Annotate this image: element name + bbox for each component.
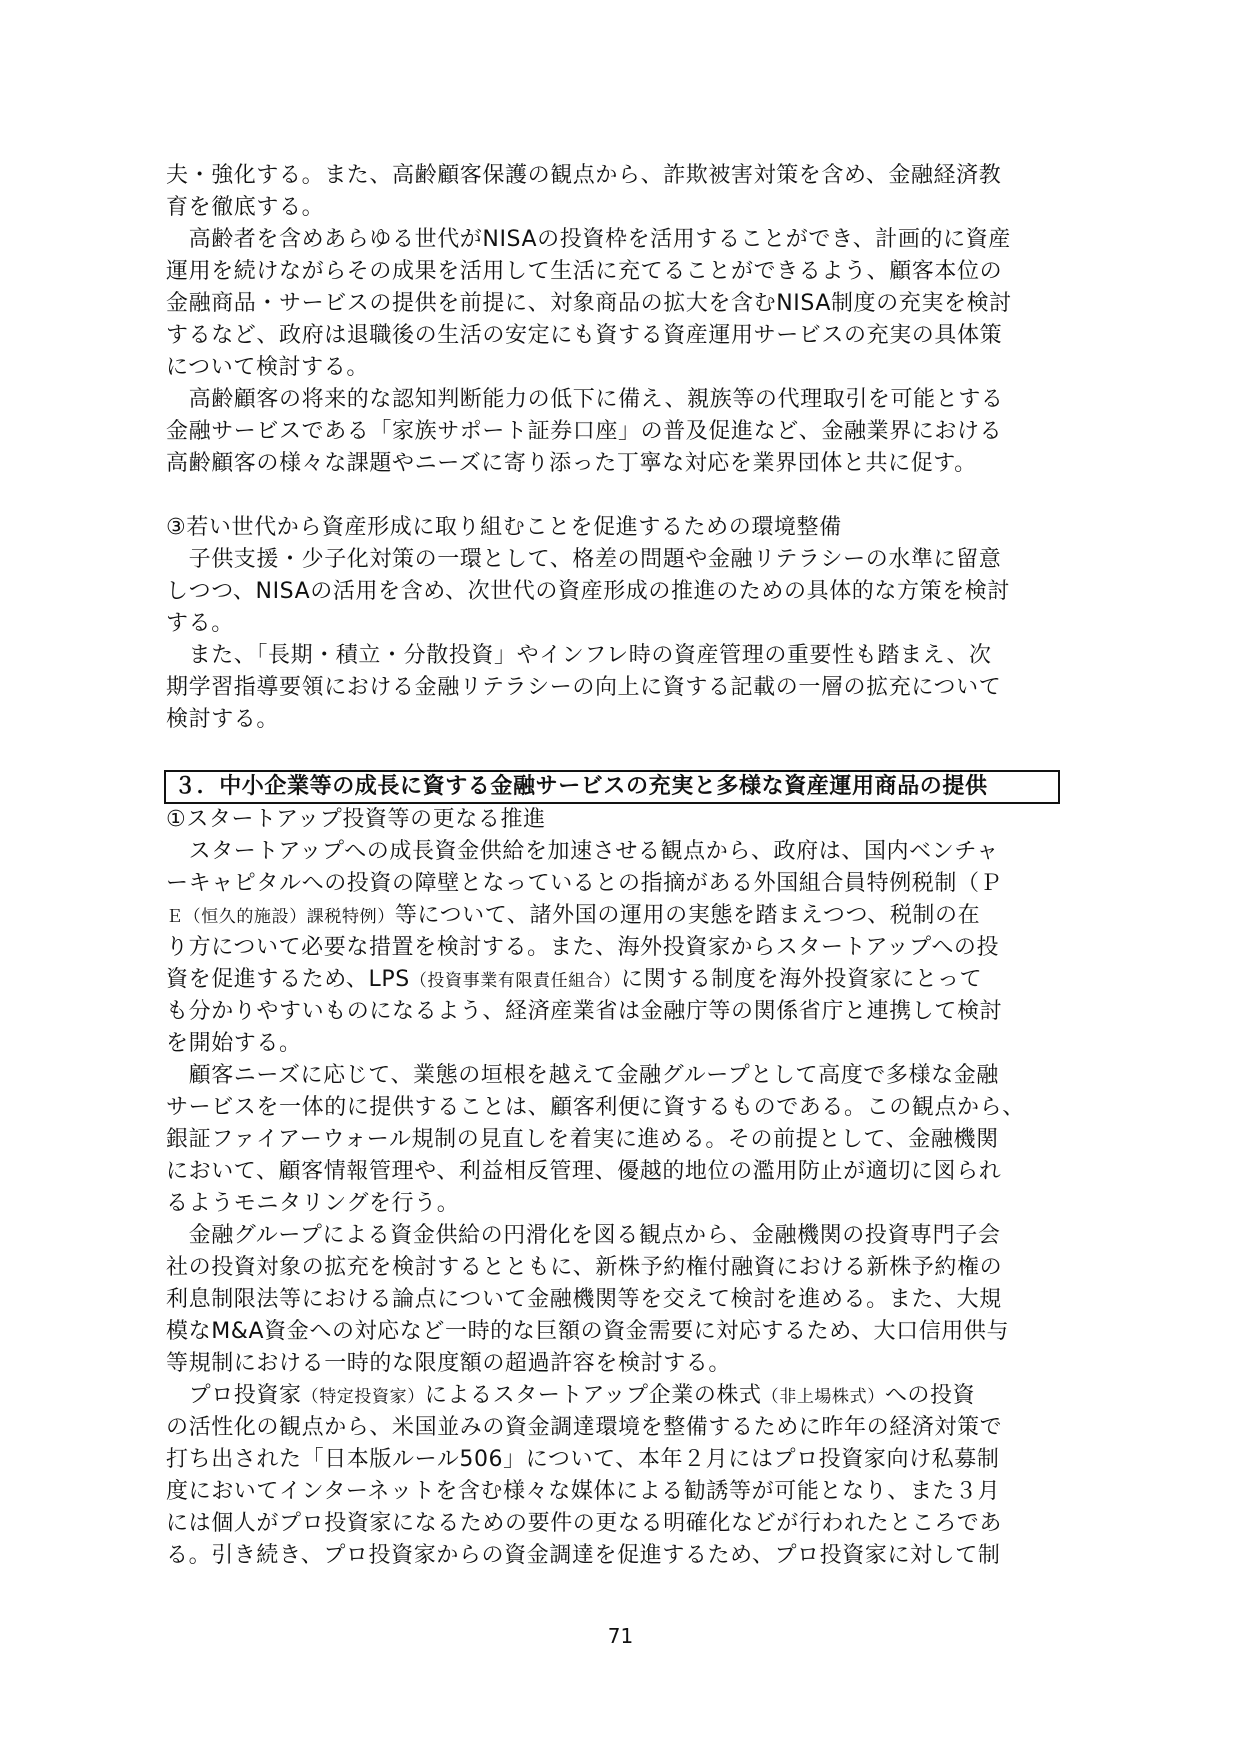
- text-line: 金融商品・サービスの提供を前提に、対象商品の拡大を含むNISA制度の充実を検討: [166, 291, 1012, 316]
- text-line: また、「長期・積立・分散投資」やインフレ時の資産管理の重要性も踏まえ、次: [166, 643, 992, 668]
- text-line: 顧客ニーズに応じて、業態の垣根を越えて金融グループとして高度で多様な金融: [166, 1063, 999, 1088]
- text-line: 検討する。: [166, 707, 280, 732]
- text-line: 利息制限法等における論点について金融機関等を交えて検討を進める。また、大規: [166, 1287, 1002, 1312]
- text-line: [166, 964, 1096, 997]
- text-span: 等について、諸外国の運用の実態を踏まえつつ、税制の在: [394, 903, 981, 928]
- section-title: ①スタートアップ投資等の更なる推進: [166, 807, 546, 832]
- text-span: 資を促進するため、LPS: [166, 967, 410, 992]
- text-line: [166, 900, 1096, 933]
- text-line: も分かりやすいものになるよう、経済産業省は金融庁等の関係省庁と連携して検討: [166, 999, 1003, 1024]
- text-line: 金融サービスである「家族サポート証券口座」の普及促進など、金融業界における: [166, 419, 1003, 444]
- text-line: しつつ、NISAの活用を含め、次世代の資産形成の推進のための具体的な方策を検討: [166, 579, 1011, 604]
- inline-note: （投資事業有限責任組合）: [409, 971, 622, 991]
- page-number: 71: [607, 1624, 634, 1648]
- text-line: 社の投資対象の拡充を検討するとともに、新株予約権付融資における新株予約権の: [166, 1255, 1003, 1280]
- inline-note: Ｅ（恒久的施設）課税特例）: [166, 907, 395, 927]
- text-line: るようモニタリングを行う。: [166, 1191, 460, 1216]
- text-line: り方について必要な措置を検討する。また、海外投資家からスタートアップへの投: [166, 935, 1000, 960]
- text-line: 模なM&A資金への対応など一時的な巨額の資金需要に対応するため、大口信用供与: [166, 1319, 1010, 1344]
- text-line: 金融グループによる資金供給の円滑化を図る観点から、金融機関の投資専門子会: [166, 1223, 1001, 1248]
- text-span: プロ投資家: [166, 1383, 302, 1408]
- text-line: 等規制における一時的な限度額の超過許容を検討する。: [166, 1351, 732, 1376]
- text-line: ーキャピタルへの投資の障壁となっているとの指摘がある外国組合員特例税制（Ｐ: [166, 871, 1003, 896]
- text-line: には個人がプロ投資家になるための要件の更なる明確化などが行われたところであ: [166, 1511, 1002, 1536]
- text-line: 度においてインターネットを含む様々な媒体による勧誘等が可能となり、また３月: [166, 1479, 1001, 1504]
- text-line: において、顧客情報管理や、利益相反管理、優越的地位の濫用防止が適切に図られ: [166, 1159, 1002, 1184]
- text-line: [166, 1380, 1096, 1413]
- text-line: 育を徹底する。: [166, 195, 325, 220]
- text-line: するなど、政府は退職後の生活の安定にも資する資産運用サービスの充実の具体策: [166, 323, 1003, 348]
- text-line: 打ち出された「日本版ルール506」について、本年２月にはプロ投資家向け私募制: [166, 1447, 1000, 1472]
- inline-note: （非上場株式）: [761, 1387, 885, 1407]
- text-line: 夫・強化する。また、高齢顧客保護の観点から、詐欺被害対策を含め、金融経済教: [166, 163, 1002, 188]
- text-line: 高齢顧客の様々な課題やニーズに寄り添った丁寧な対応を業界団体と共に促す。: [166, 451, 977, 476]
- inline-note: （特定投資家）: [301, 1387, 425, 1407]
- text-line: 運用を続けながらその成果を活用して生活に充てることができるよう、顧客本位の: [166, 259, 1003, 284]
- text-line: 子供支援・少子化対策の一環として、格差の問題や金融リテラシーの水準に留意: [166, 547, 1002, 572]
- text-span: に関する制度を海外投資家にとって: [621, 967, 983, 992]
- text-line: る。引き続き、プロ投資家からの資金調達を促進するため、プロ投資家に対して制: [166, 1543, 1001, 1568]
- text-line: 期学習指導要領における金融リテラシーの向上に資する記載の一層の拡充について: [166, 675, 1002, 700]
- text-line: 高齢顧客の将来的な認知判断能力の低下に備え、親族等の代理取引を可能とする: [166, 387, 1004, 412]
- text-line: について検討する。: [166, 355, 369, 380]
- text-span: によるスタートアップ企業の株式: [424, 1383, 762, 1408]
- text-line: 高齢者を含めあらゆる世代がNISAの投資枠を活用することができ、計画的に資産: [166, 227, 1011, 252]
- section-title: ③若い世代から資産形成に取り組むことを促進するための環境整備: [166, 515, 842, 540]
- text-line: を開始する。: [166, 1031, 302, 1056]
- text-line: サービスを一体的に提供することは、顧客利便に資するものである。この観点から、: [166, 1095, 1025, 1120]
- text-line: スタートアップへの成長資金供給を加速させる観点から、政府は、国内ベンチャ: [166, 839, 999, 864]
- chapter-heading: ３．中小企業等の成長に資する金融サービスの充実と多様な資産運用商品の提供: [174, 774, 988, 799]
- text-line: 銀証ファイアーウォール規制の見直しを着実に進める。その前提として、金融機関: [166, 1127, 999, 1152]
- text-line: する。: [166, 611, 234, 636]
- text-line: の活性化の観点から、米国並みの資金調達環境を整備するために昨年の経済対策で: [166, 1415, 1003, 1440]
- text-span: への投資: [884, 1383, 976, 1408]
